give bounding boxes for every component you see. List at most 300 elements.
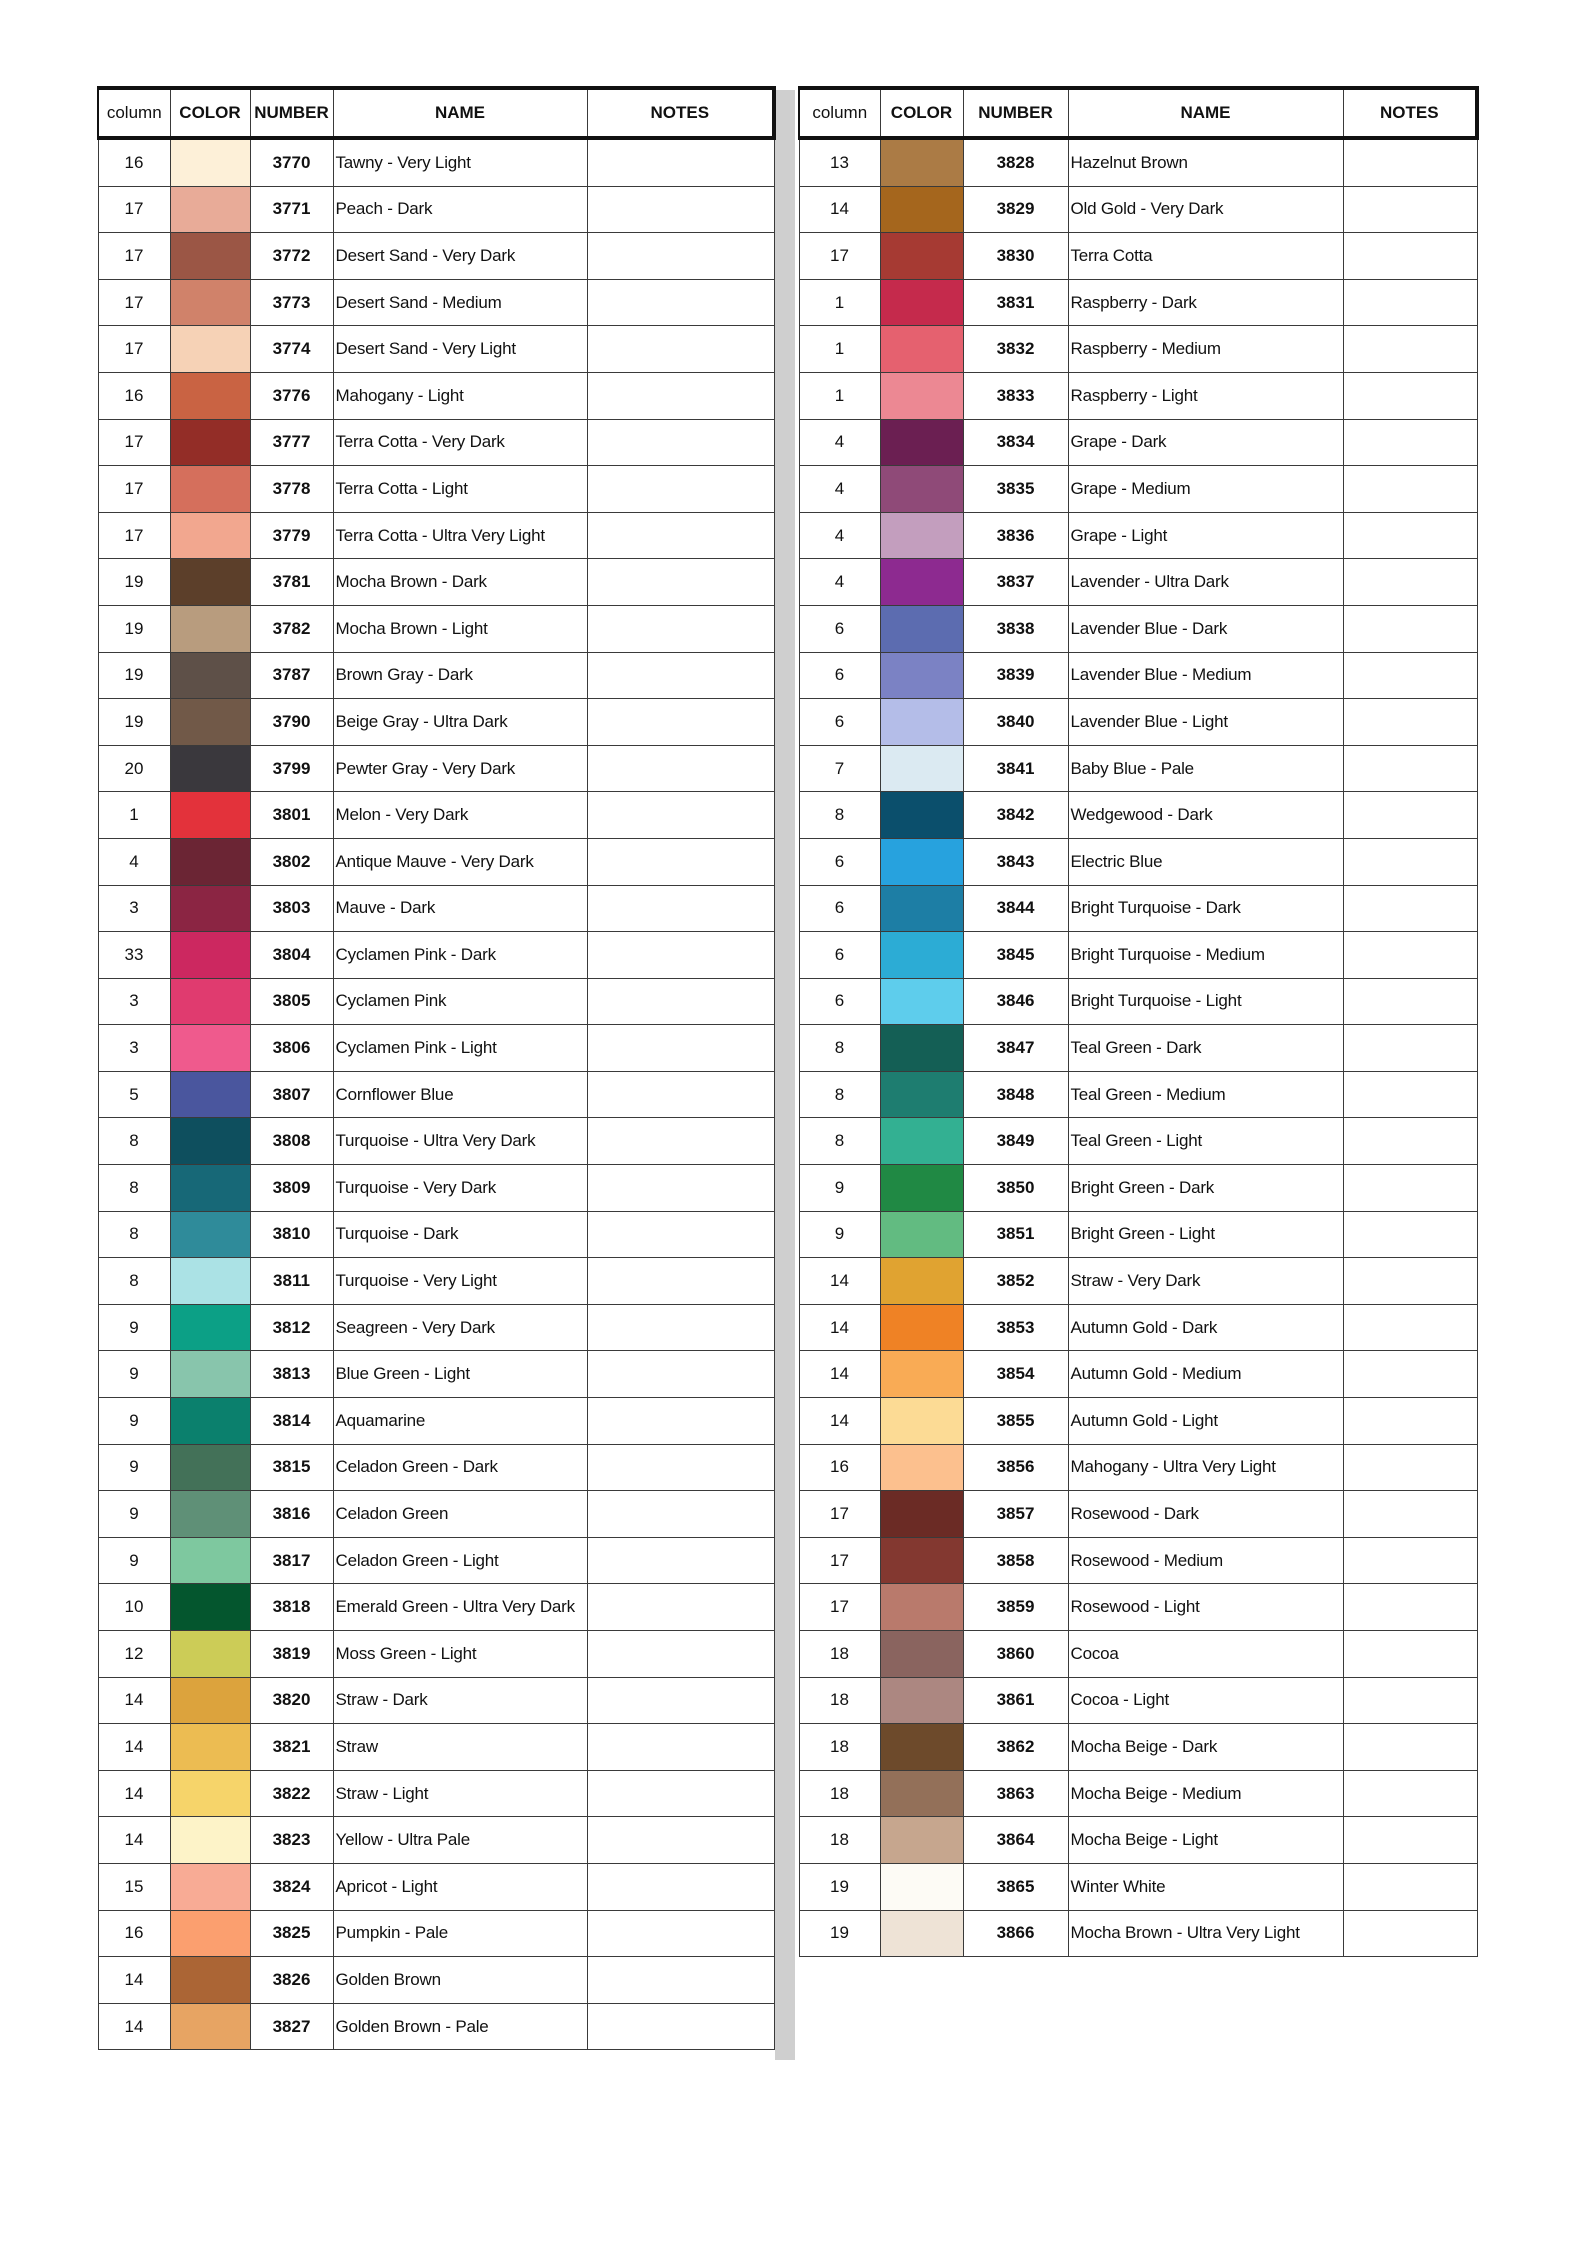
row-number-cell: 3817 [250,1537,333,1584]
row-column-cell: 6 [799,932,880,979]
table-row [98,1258,774,1305]
table-row [799,885,1477,932]
row-column-cell: 16 [799,1444,880,1491]
color-swatch [170,1025,250,1072]
table-row [799,932,1477,979]
table-row [799,838,1477,885]
row-name-cell: Pumpkin - Pale [333,1910,587,1957]
row-name-cell: Mahogany - Light [333,372,587,419]
row-name-cell: Mahogany - Ultra Very Light [1068,1444,1343,1491]
table-row [799,1211,1477,1258]
row-name-cell: Rosewood - Medium [1068,1537,1343,1584]
row-column-cell: 4 [799,466,880,513]
row-column-cell: 10 [98,1584,170,1631]
row-number-cell: 3843 [963,838,1068,885]
row-column-cell: 19 [799,1863,880,1910]
row-number-cell: 3790 [250,699,333,746]
row-column-cell: 7 [799,745,880,792]
table-row [799,1444,1477,1491]
color-swatch [880,1770,963,1817]
row-name-cell: Old Gold - Very Dark [1068,186,1343,233]
row-name-cell: Cyclamen Pink - Dark [333,932,587,979]
table-row [799,1631,1477,1678]
row-column-cell: 13 [799,138,880,186]
row-name-cell: Celadon Green - Dark [333,1444,587,1491]
row-notes-cell [587,1258,774,1305]
row-name-cell: Blue Green - Light [333,1351,587,1398]
color-swatch [170,605,250,652]
table-row [98,1817,774,1864]
row-column-cell: 1 [799,326,880,373]
color-swatch [880,1025,963,1072]
color-swatch [880,233,963,280]
header-color: COLOR [880,88,963,138]
color-swatch [170,1351,250,1398]
color-swatch [170,2003,250,2050]
row-number-cell: 3828 [963,138,1068,186]
row-column-cell: 14 [98,1817,170,1864]
table-row [799,1910,1477,1957]
color-swatch [170,699,250,746]
row-column-cell: 17 [799,1491,880,1538]
row-column-cell: 4 [799,419,880,466]
row-column-cell: 6 [799,652,880,699]
row-number-cell: 3840 [963,699,1068,746]
row-number-cell: 3846 [963,978,1068,1025]
row-number-cell: 3855 [963,1398,1068,1445]
row-notes-cell [587,186,774,233]
row-notes-cell [1343,186,1477,233]
header-name: NAME [1068,88,1343,138]
color-swatch [880,326,963,373]
row-notes-cell [1343,885,1477,932]
row-name-cell: Mocha Brown - Light [333,605,587,652]
table-row [98,1071,774,1118]
color-swatch [880,419,963,466]
color-swatch [880,1631,963,1678]
row-name-cell: Lavender Blue - Light [1068,699,1343,746]
row-notes-cell [1343,932,1477,979]
row-number-cell: 3859 [963,1584,1068,1631]
row-notes-cell [587,1584,774,1631]
table-row [799,419,1477,466]
row-notes-cell [1343,1444,1477,1491]
row-column-cell: 8 [98,1258,170,1305]
row-name-cell: Desert Sand - Very Light [333,326,587,373]
color-swatch [170,1118,250,1165]
row-notes-cell [587,745,774,792]
row-column-cell: 14 [98,2003,170,2050]
table-row [98,1957,774,2004]
color-swatch [170,1631,250,1678]
row-column-cell: 9 [98,1351,170,1398]
table-row [98,186,774,233]
color-swatch [880,1165,963,1212]
row-notes-cell [1343,1118,1477,1165]
color-swatch [170,1491,250,1538]
row-number-cell: 3799 [250,745,333,792]
row-column-cell: 19 [98,652,170,699]
table-row [98,1631,774,1678]
row-name-cell: Autumn Gold - Light [1068,1398,1343,1445]
row-number-cell: 3815 [250,1444,333,1491]
table-row [799,1584,1477,1631]
row-name-cell: Celadon Green [333,1491,587,1538]
row-number-cell: 3856 [963,1444,1068,1491]
row-notes-cell [587,1537,774,1584]
row-column-cell: 1 [799,279,880,326]
row-column-cell: 6 [799,885,880,932]
row-name-cell: Mauve - Dark [333,885,587,932]
row-name-cell: Mocha Brown - Dark [333,559,587,606]
row-number-cell: 3805 [250,978,333,1025]
header-color: COLOR [170,88,250,138]
row-column-cell: 14 [98,1724,170,1771]
row-column-cell: 18 [799,1677,880,1724]
row-column-cell: 17 [799,1537,880,1584]
row-number-cell: 3810 [250,1211,333,1258]
row-column-cell: 9 [98,1444,170,1491]
row-name-cell: Electric Blue [1068,838,1343,885]
row-column-cell: 6 [799,605,880,652]
row-notes-cell [587,138,774,186]
row-number-cell: 3837 [963,559,1068,606]
row-number-cell: 3777 [250,419,333,466]
row-column-cell: 16 [98,1910,170,1957]
row-notes-cell [587,1351,774,1398]
row-name-cell: Lavender - Ultra Dark [1068,559,1343,606]
row-notes-cell [587,1211,774,1258]
row-name-cell: Lavender Blue - Dark [1068,605,1343,652]
row-notes-cell [1343,1071,1477,1118]
color-swatch [170,1071,250,1118]
row-number-cell: 3778 [250,466,333,513]
row-number-cell: 3773 [250,279,333,326]
row-notes-cell [1343,1398,1477,1445]
row-notes-cell [1343,279,1477,326]
table-row [98,1863,774,1910]
color-swatch [880,652,963,699]
row-column-cell: 4 [98,838,170,885]
row-notes-cell [1343,1537,1477,1584]
color-swatch [170,838,250,885]
color-swatch [170,559,250,606]
row-number-cell: 3847 [963,1025,1068,1072]
row-number-cell: 3807 [250,1071,333,1118]
row-notes-cell [587,978,774,1025]
color-swatch [170,745,250,792]
row-notes-cell [1343,326,1477,373]
table-row [98,138,774,186]
color-swatch [880,1444,963,1491]
row-number-cell: 3826 [250,1957,333,2004]
table-row [799,1863,1477,1910]
table-row [799,279,1477,326]
table-row [799,559,1477,606]
row-notes-cell [1343,605,1477,652]
row-column-cell: 8 [799,792,880,839]
table-row [98,1537,774,1584]
row-column-cell: 3 [98,978,170,1025]
table-row [98,1211,774,1258]
row-name-cell: Desert Sand - Very Dark [333,233,587,280]
row-name-cell: Peach - Dark [333,186,587,233]
row-notes-cell [587,605,774,652]
row-number-cell: 3823 [250,1817,333,1864]
header-number: NUMBER [250,88,333,138]
color-swatch [170,1165,250,1212]
row-notes-cell [587,1957,774,2004]
row-column-cell: 19 [799,1910,880,1957]
row-number-cell: 3851 [963,1211,1068,1258]
row-notes-cell [1343,233,1477,280]
row-column-cell: 17 [98,279,170,326]
table-row [799,138,1477,186]
color-swatch [880,1398,963,1445]
row-number-cell: 3776 [250,372,333,419]
row-number-cell: 3864 [963,1817,1068,1864]
row-name-cell: Straw [333,1724,587,1771]
row-column-cell: 17 [98,233,170,280]
row-name-cell: Mocha Beige - Medium [1068,1770,1343,1817]
row-number-cell: 3833 [963,372,1068,419]
row-column-cell: 8 [98,1211,170,1258]
table-row [98,1351,774,1398]
color-swatch [170,186,250,233]
table-row [799,1025,1477,1072]
color-swatch [880,792,963,839]
row-number-cell: 3821 [250,1724,333,1771]
color-swatch [880,138,963,186]
table-row [98,885,774,932]
color-swatch [880,605,963,652]
table-row [799,1071,1477,1118]
column-separator-bar [775,90,795,2060]
color-swatch [170,512,250,559]
row-column-cell: 8 [98,1118,170,1165]
table-row [799,1118,1477,1165]
row-number-cell: 3866 [963,1910,1068,1957]
row-notes-cell [587,792,774,839]
color-swatch [170,652,250,699]
color-swatch [880,838,963,885]
row-notes-cell [587,1398,774,1445]
color-swatch [880,978,963,1025]
row-notes-cell [587,1724,774,1771]
row-number-cell: 3850 [963,1165,1068,1212]
color-swatch [880,699,963,746]
table-row [98,466,774,513]
color-swatch [880,1258,963,1305]
row-notes-cell [587,1770,774,1817]
row-column-cell: 19 [98,605,170,652]
row-notes-cell [587,419,774,466]
row-notes-cell [587,1677,774,1724]
color-swatch [170,138,250,186]
row-number-cell: 3820 [250,1677,333,1724]
row-notes-cell [587,1910,774,1957]
row-number-cell: 3861 [963,1677,1068,1724]
color-swatch [170,792,250,839]
row-number-cell: 3831 [963,279,1068,326]
row-notes-cell [1343,1910,1477,1957]
row-notes-cell [587,1304,774,1351]
table-row [799,1677,1477,1724]
row-number-cell: 3816 [250,1491,333,1538]
row-name-cell: Turquoise - Very Dark [333,1165,587,1212]
color-swatch [170,1957,250,2004]
row-name-cell: Hazelnut Brown [1068,138,1343,186]
row-column-cell: 19 [98,699,170,746]
row-name-cell: Beige Gray - Ultra Dark [333,699,587,746]
row-column-cell: 20 [98,745,170,792]
row-column-cell: 8 [98,1165,170,1212]
row-number-cell: 3818 [250,1584,333,1631]
row-notes-cell [587,1491,774,1538]
color-swatch [880,186,963,233]
row-column-cell: 14 [799,1351,880,1398]
color-swatch [880,1491,963,1538]
row-name-cell: Terra Cotta [1068,233,1343,280]
table-row [98,1118,774,1165]
color-swatch [880,1211,963,1258]
row-notes-cell [587,279,774,326]
row-name-cell: Turquoise - Very Light [333,1258,587,1305]
color-swatch [170,885,250,932]
row-number-cell: 3811 [250,1258,333,1305]
row-notes-cell [587,1444,774,1491]
row-name-cell: Turquoise - Dark [333,1211,587,1258]
row-notes-cell [1343,559,1477,606]
row-number-cell: 3841 [963,745,1068,792]
row-column-cell: 6 [799,978,880,1025]
color-swatch [880,885,963,932]
row-number-cell: 3844 [963,885,1068,932]
row-notes-cell [1343,512,1477,559]
row-column-cell: 18 [799,1770,880,1817]
row-name-cell: Golden Brown [333,1957,587,2004]
row-column-cell: 1 [799,372,880,419]
header-name: NAME [333,88,587,138]
row-name-cell: Bright Green - Light [1068,1211,1343,1258]
row-name-cell: Pewter Gray - Very Dark [333,745,587,792]
row-column-cell: 17 [98,466,170,513]
table-row [799,372,1477,419]
row-notes-cell [587,699,774,746]
row-column-cell: 17 [98,326,170,373]
table-row [799,1770,1477,1817]
color-swatch [170,1910,250,1957]
row-name-cell: Straw - Very Dark [1068,1258,1343,1305]
row-notes-cell [1343,978,1477,1025]
table-row [799,1817,1477,1864]
row-number-cell: 3827 [250,2003,333,2050]
row-name-cell: Bright Turquoise - Light [1068,978,1343,1025]
row-name-cell: Emerald Green - Ultra Very Dark [333,1584,587,1631]
table-header-row [98,88,774,138]
row-notes-cell [587,1863,774,1910]
color-swatch [170,1724,250,1771]
row-number-cell: 3771 [250,186,333,233]
color-swatch [170,233,250,280]
row-column-cell: 14 [799,1258,880,1305]
table-row [98,1304,774,1351]
row-number-cell: 3852 [963,1258,1068,1305]
row-name-cell: Golden Brown - Pale [333,2003,587,2050]
color-swatch [170,279,250,326]
row-number-cell: 3803 [250,885,333,932]
header-notes: NOTES [1343,88,1477,138]
header-column: column [799,88,880,138]
color-swatch [170,326,250,373]
row-number-cell: 3770 [250,138,333,186]
color-table-right [798,86,1479,1957]
row-name-cell: Mocha Beige - Light [1068,1817,1343,1864]
row-number-cell: 3853 [963,1304,1068,1351]
row-name-cell: Grape - Medium [1068,466,1343,513]
table-row [799,326,1477,373]
row-column-cell: 17 [799,1584,880,1631]
table-row [98,2003,774,2050]
table-row [98,745,774,792]
color-swatch [880,372,963,419]
table-row [799,1304,1477,1351]
table-row [799,652,1477,699]
row-name-cell: Celadon Green - Light [333,1537,587,1584]
color-swatch [170,1584,250,1631]
row-name-cell: Raspberry - Medium [1068,326,1343,373]
row-name-cell: Terra Cotta - Ultra Very Light [333,512,587,559]
row-notes-cell [1343,1770,1477,1817]
table-row [98,1165,774,1212]
row-name-cell: Apricot - Light [333,1863,587,1910]
row-column-cell: 17 [98,186,170,233]
row-column-cell: 18 [799,1817,880,1864]
row-name-cell: Mocha Brown - Ultra Very Light [1068,1910,1343,1957]
row-notes-cell [1343,699,1477,746]
table-row [799,466,1477,513]
row-number-cell: 3781 [250,559,333,606]
row-notes-cell [587,2003,774,2050]
row-notes-cell [1343,1258,1477,1305]
color-swatch [880,745,963,792]
row-name-cell: Teal Green - Medium [1068,1071,1343,1118]
table-row [799,186,1477,233]
row-column-cell: 9 [98,1537,170,1584]
row-column-cell: 17 [98,512,170,559]
color-swatch [170,466,250,513]
table-row [98,838,774,885]
color-swatch [880,1351,963,1398]
row-notes-cell [1343,1724,1477,1771]
table-row [98,326,774,373]
row-notes-cell [587,932,774,979]
row-notes-cell [1343,1817,1477,1864]
row-column-cell: 9 [799,1165,880,1212]
row-column-cell: 9 [98,1398,170,1445]
table-row [799,1724,1477,1771]
row-number-cell: 3787 [250,652,333,699]
table-row [98,1584,774,1631]
table-row [98,233,774,280]
row-column-cell: 14 [799,1398,880,1445]
row-name-cell: Autumn Gold - Dark [1068,1304,1343,1351]
row-name-cell: Brown Gray - Dark [333,652,587,699]
row-name-cell: Cyclamen Pink [333,978,587,1025]
row-notes-cell [587,1165,774,1212]
row-number-cell: 3845 [963,932,1068,979]
color-swatch [170,1211,250,1258]
